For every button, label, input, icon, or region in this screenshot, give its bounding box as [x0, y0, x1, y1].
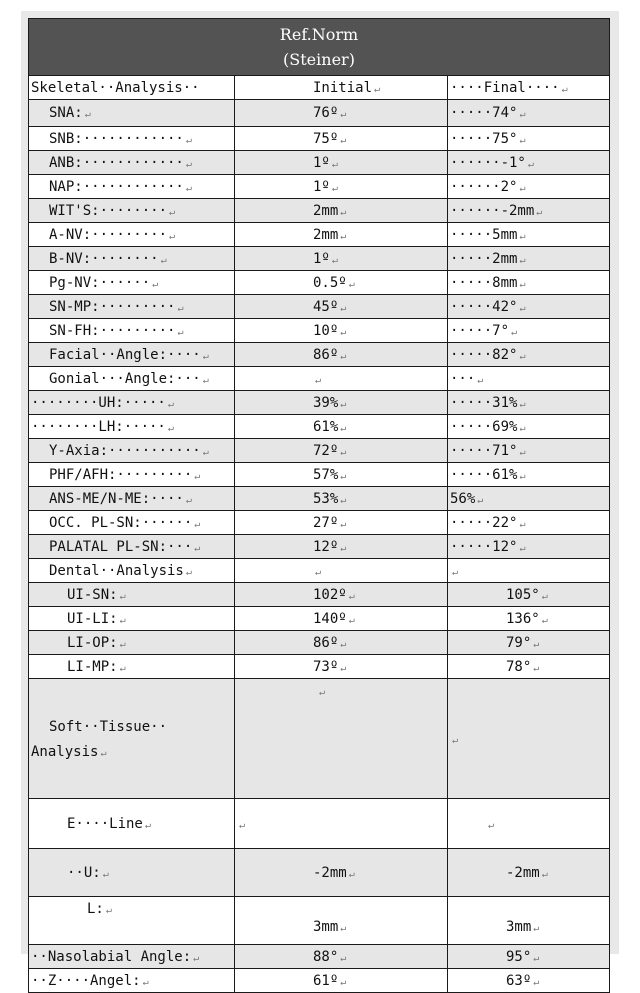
row-initial: 72º ↵ [235, 439, 448, 463]
u-label: ··U: ↵ [29, 849, 235, 897]
table-row [29, 199, 610, 223]
row-initial: 2mm ↵ [235, 223, 448, 247]
table-title-line1: Ref.Norm [279, 25, 359, 44]
header-initial: Initial ↵ [235, 76, 448, 100]
row-final: ·····31% ↵ [448, 391, 610, 415]
table-title-cell [29, 19, 610, 76]
l-final: 3mm ↵ [448, 897, 610, 945]
table-row [29, 583, 610, 607]
table-row [29, 367, 610, 391]
table-row [29, 343, 610, 367]
row-initial: 45º ↵ [235, 295, 448, 319]
e-line-final: ↵ [448, 799, 610, 849]
z-angle-initial: 61º ↵ [235, 969, 448, 993]
row-label: NAP:············ ↵ [29, 175, 235, 199]
row-final: ·····8mm ↵ [448, 271, 610, 295]
row-initial: 1º ↵ [235, 175, 448, 199]
row-initial: 53% ↵ [235, 487, 448, 511]
table-row [29, 535, 610, 559]
row-label: SNA: ↵ [29, 100, 235, 127]
row-initial: 10º ↵ [235, 319, 448, 343]
row-label: UI-SN: ↵ [29, 583, 235, 607]
row-final: ······-1° ↵ [448, 151, 610, 175]
row-label: PHF/AFH:········· ↵ [29, 463, 235, 487]
row-label: PALATAL PL-SN:··· ↵ [29, 535, 235, 559]
row-final: ······-2mm ↵ [448, 199, 610, 223]
table-row [29, 223, 610, 247]
row-initial: ↵ [235, 367, 448, 391]
table-row [29, 631, 610, 655]
row-final: ·····7° ↵ [448, 319, 610, 343]
table-row [29, 463, 610, 487]
row-final: ·····74° ↵ [448, 100, 610, 127]
row-label: SNB:············ ↵ [29, 127, 235, 151]
row-initial: 2mm ↵ [235, 199, 448, 223]
row-final: ·····69% ↵ [448, 415, 610, 439]
table-header-row [29, 76, 610, 100]
row-final: ·····82° ↵ [448, 343, 610, 367]
l-label: L: ↵ [29, 897, 235, 945]
row-label: LI-OP: ↵ [29, 631, 235, 655]
row-initial: 61% ↵ [235, 415, 448, 439]
u-initial: -2mm ↵ [235, 849, 448, 897]
row-label: Facial··Angle:···· ↵ [29, 343, 235, 367]
row-final: ······2° ↵ [448, 175, 610, 199]
table-row [29, 897, 610, 945]
table-row [29, 247, 610, 271]
row-final: 105° ↵ [448, 583, 610, 607]
row-label: ANB:············ ↵ [29, 151, 235, 175]
row-final: ·····5mm ↵ [448, 223, 610, 247]
table-row [29, 969, 610, 993]
table-row [29, 127, 610, 151]
row-label: SN-FH:········· ↵ [29, 319, 235, 343]
table-row [29, 511, 610, 535]
row-final: ··· ↵ [448, 367, 610, 391]
e-line-initial: ↵ [235, 799, 448, 849]
row-label: A-NV:········· ↵ [29, 223, 235, 247]
row-final: ·····42° ↵ [448, 295, 610, 319]
table-row [29, 655, 610, 679]
row-label: SN-MP:········· ↵ [29, 295, 235, 319]
z-angle-final: 63º ↵ [448, 969, 610, 993]
row-final: ·····75° ↵ [448, 127, 610, 151]
table-row [29, 487, 610, 511]
l-initial: 3mm ↵ [235, 897, 448, 945]
row-final: ·····61% ↵ [448, 463, 610, 487]
row-initial: 102º ↵ [235, 583, 448, 607]
row-initial: ↵ [235, 559, 448, 583]
row-label: Y-Axia:··········· ↵ [29, 439, 235, 463]
table-row [29, 849, 610, 897]
table-row [29, 415, 610, 439]
nasolabial-initial: 88° ↵ [235, 945, 448, 969]
nasolabial-final: 95° ↵ [448, 945, 610, 969]
table-row [29, 295, 610, 319]
table-row [29, 391, 610, 415]
row-label: ANS-ME/N-ME:···· ↵ [29, 487, 235, 511]
table-title-row [29, 19, 610, 76]
table-row [29, 439, 610, 463]
row-label: UI-LI: ↵ [29, 607, 235, 631]
table-title-line2: (Steiner) [283, 50, 355, 69]
row-label: ········UH:····· ↵ [29, 391, 235, 415]
row-final: ·····12° ↵ [448, 535, 610, 559]
row-initial: 0.5º ↵ [235, 271, 448, 295]
row-label: LI-MP: ↵ [29, 655, 235, 679]
row-final: ·····22° ↵ [448, 511, 610, 535]
table-row [29, 175, 610, 199]
row-label: Pg-NV:······ ↵ [29, 271, 235, 295]
soft-tissue-section [29, 679, 610, 993]
row-label: Dental··Analysis ↵ [29, 559, 235, 583]
row-label: WIT'S:········ ↵ [29, 199, 235, 223]
row-initial: 75º ↵ [235, 127, 448, 151]
soft-tissue-final-cell: ↵ [448, 679, 610, 799]
steiner-analysis-table [28, 18, 610, 993]
u-final: -2mm ↵ [448, 849, 610, 897]
header-skeletal-analysis: Skeletal··Analysis·· [29, 76, 235, 100]
table-row [29, 945, 610, 969]
header-final: ····Final···· ↵ [448, 76, 610, 100]
row-initial: 140º ↵ [235, 607, 448, 631]
row-initial: 86º ↵ [235, 343, 448, 367]
table-row [29, 271, 610, 295]
row-final: ↵ [448, 559, 610, 583]
table-row [29, 319, 610, 343]
row-initial: 12º ↵ [235, 535, 448, 559]
row-final: 79° ↵ [448, 631, 610, 655]
row-label: B-NV:········ ↵ [29, 247, 235, 271]
table-row [29, 559, 610, 583]
soft-tissue-initial-cell: ↵ [235, 679, 448, 799]
nasolabial-label: ··Nasolabial Angle: ↵ [29, 945, 235, 969]
row-final: ·····71° ↵ [448, 439, 610, 463]
z-angle-label: ··Z····Angel: ↵ [29, 969, 235, 993]
row-label: Gonial···Angle:··· ↵ [29, 367, 235, 391]
table-row [29, 679, 610, 799]
row-final: 56% ↵ [448, 487, 610, 511]
row-final: 136° ↵ [448, 607, 610, 631]
row-initial: 86º ↵ [235, 631, 448, 655]
row-initial: 1º ↵ [235, 247, 448, 271]
row-initial: 27º ↵ [235, 511, 448, 535]
table-row [29, 151, 610, 175]
row-initial: 57% ↵ [235, 463, 448, 487]
row-initial: 76º ↵ [235, 100, 448, 127]
row-initial: 1º ↵ [235, 151, 448, 175]
soft-tissue-label-cell: Soft··Tissue·· Analysis ↵ [29, 679, 235, 799]
table-row [29, 100, 610, 127]
row-initial: 73º ↵ [235, 655, 448, 679]
e-line-label: E····Line ↵ [29, 799, 235, 849]
row-final: ·····2mm ↵ [448, 247, 610, 271]
row-final: 78° ↵ [448, 655, 610, 679]
row-label: ········LH:····· ↵ [29, 415, 235, 439]
table-data-rows [29, 100, 610, 679]
table-row [29, 799, 610, 849]
table-row [29, 607, 610, 631]
row-initial: 39% ↵ [235, 391, 448, 415]
row-label: OCC. PL-SN:······ ↵ [29, 511, 235, 535]
